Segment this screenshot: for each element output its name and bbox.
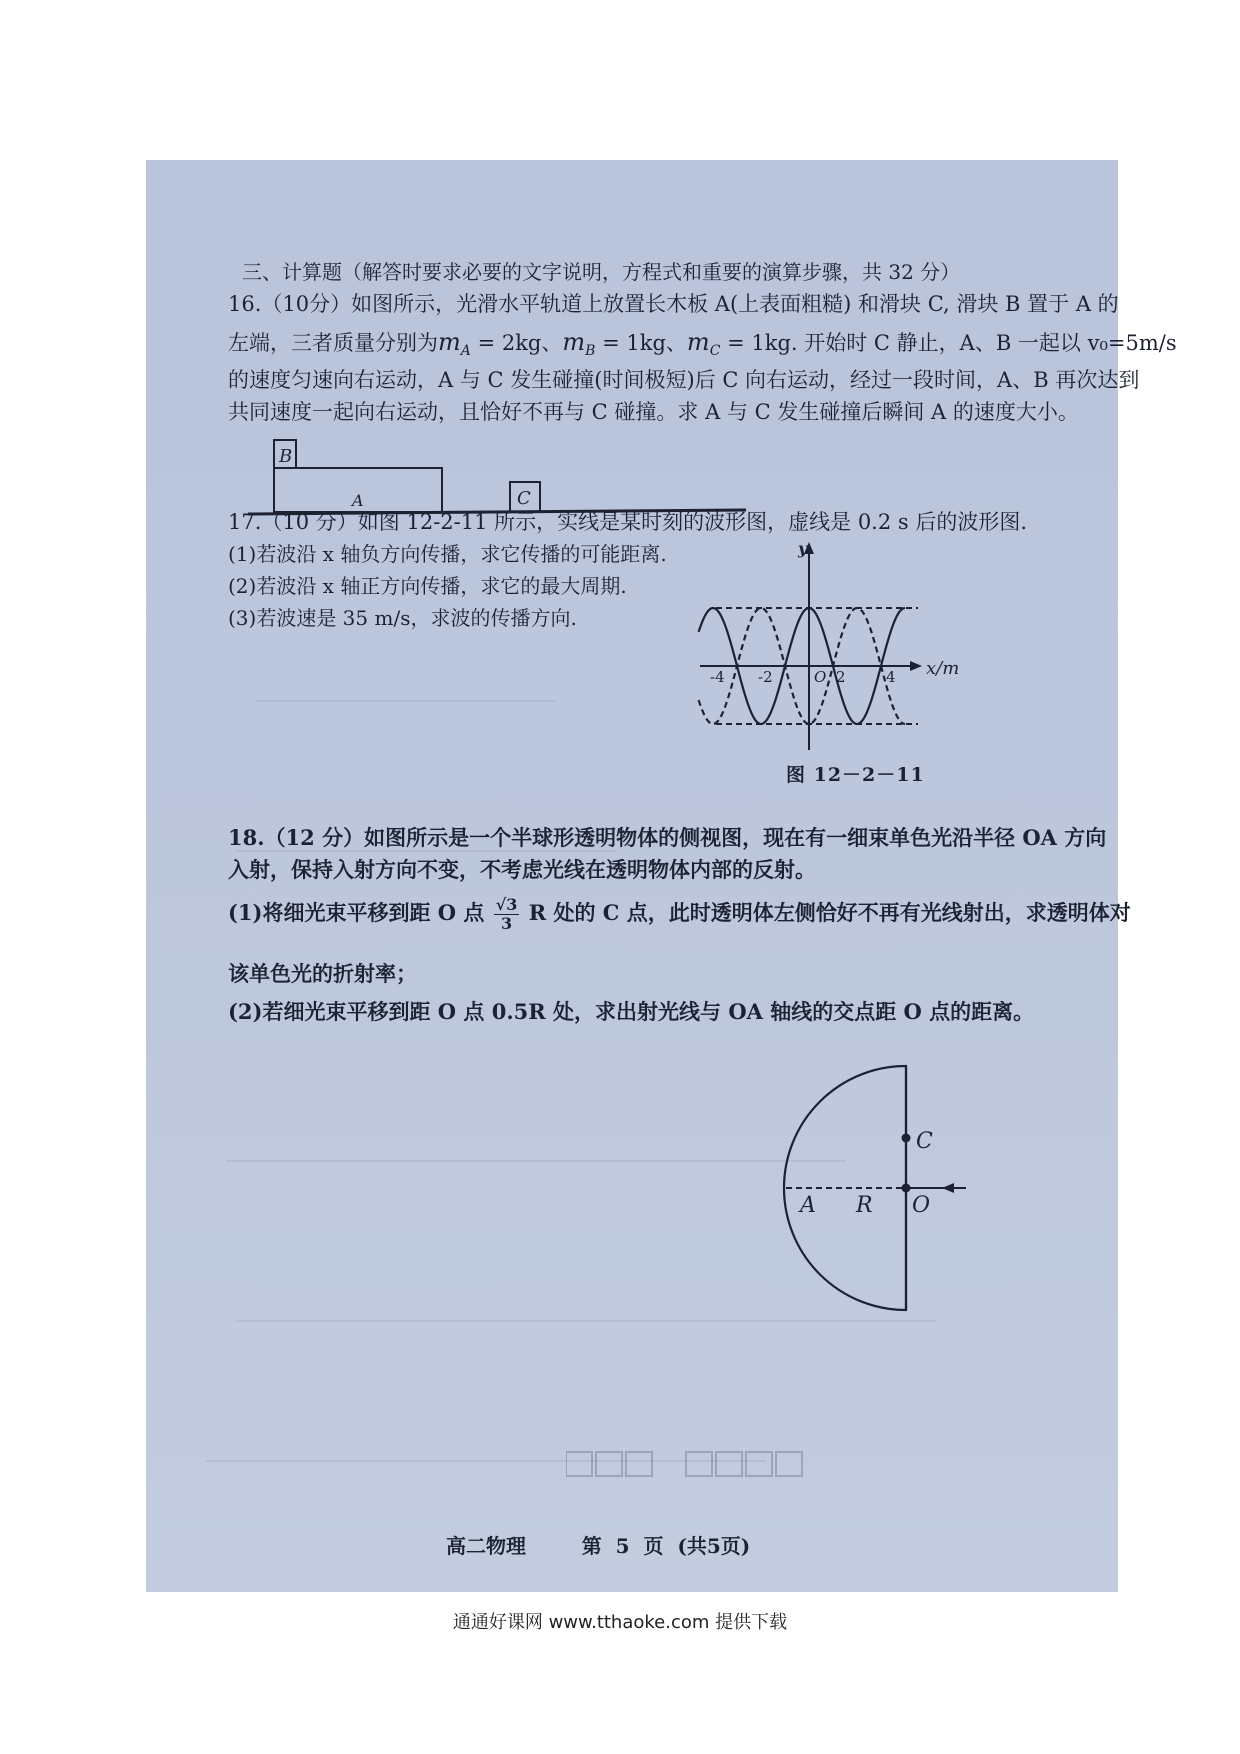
- q16-line2-text-b: . 开始时 C 静止，A、B 一起以 v₀=5m/s: [790, 331, 1177, 355]
- mass-b-symbol: m: [562, 328, 586, 356]
- bleed-through-mark: [256, 700, 556, 702]
- mass-b-value: = 1kg、: [595, 331, 687, 355]
- x-axis-label: x/m: [926, 658, 960, 679]
- q16-line4: 共同速度一起向右运动，且恰好不再与 C 碰撞。求 A 与 C 发生碰撞后瞬间 A 的速度大小。: [228, 400, 1079, 424]
- label-r: R: [856, 1193, 873, 1218]
- tick-4: 4: [886, 668, 896, 686]
- bleed-through-mark: [236, 1320, 936, 1322]
- mass-a-value: = 2kg、: [470, 331, 563, 355]
- q18-sub1: [228, 896, 1131, 933]
- label-c: C: [916, 1129, 933, 1154]
- tick-neg4: -4: [710, 668, 725, 686]
- q17-sub2: (2)若波沿 x 轴正方向传播，求它的最大周期.: [228, 574, 627, 598]
- q16-line2: [228, 328, 1177, 365]
- fraction-numerator: √3: [495, 895, 518, 914]
- bleed-through-boxes: [566, 1450, 986, 1480]
- q18-sub1-text-b: R 处的 C 点，此时透明体左侧恰好不再有光线射出，求透明体对: [528, 900, 1131, 925]
- tick-2: 2: [836, 668, 846, 686]
- mass-c-symbol: m: [686, 328, 710, 356]
- label-a: A: [800, 1193, 816, 1218]
- q18-line1: 18.（12 分）如图所示是一个半球形透明物体的侧视图，现在有一细束单色光沿半径 OA 方向: [228, 825, 1107, 850]
- hemisphere-figure: [776, 1060, 1056, 1320]
- q18-sub1c: 该单色光的折射率；: [228, 961, 417, 986]
- y-axis-label: y: [798, 540, 808, 558]
- q18-sub2: (2)若细光束平移到距 O 点 0.5R 处，求出射光线与 OA 轴线的交点距 O 点的距离。: [228, 999, 1035, 1024]
- exam-page-photo: [146, 160, 1177, 1592]
- page-footer: 高二物理 第 5 页 (共5页): [446, 1534, 751, 1558]
- q16-line3: 的速度匀速向右运动，A 与 C 发生碰撞(时间极短)后 C 向右运动，经过一段时间，A、B 再次达到: [228, 368, 1140, 392]
- q17-sub1: (1)若波沿 x 轴负方向传播，求它传播的可能距离.: [228, 542, 667, 566]
- mass-c-sub: C: [709, 343, 721, 360]
- mass-c-value: = 1kg: [720, 331, 791, 355]
- bleed-through-mark: [226, 1160, 846, 1162]
- fraction-denominator: 3: [500, 914, 513, 933]
- q16-line2-text: 左端，三者质量分别为: [228, 331, 438, 355]
- label-o: O: [912, 1193, 931, 1218]
- q18-line2: 入射，保持入射方向不变，不考虑光线在透明物体内部的反射。: [228, 857, 816, 882]
- sqrt3-over-3-fraction: [494, 896, 520, 933]
- point-c: [902, 1134, 911, 1143]
- q17-line1: 17.（10 分）如图 12-2-11 所示，实线是某时刻的波形图，虚线是 0.2 s 后的波形图.: [228, 510, 1028, 534]
- tick-neg2: -2: [758, 668, 773, 686]
- figure-caption: 图 12－2－11: [786, 764, 925, 786]
- mass-b-sub: B: [585, 343, 596, 360]
- label-b: B: [279, 446, 293, 467]
- mass-a-sub: A: [460, 343, 471, 360]
- section-header: 三、计算题（解答时要求必要的文字说明，方程式和重要的演算步骤，共 32 分）: [242, 260, 961, 284]
- wave-figure: [696, 540, 1026, 780]
- tick-origin: O: [814, 668, 827, 686]
- site-footer: 通通好课网 www.tthaoke.com 提供下载: [452, 1612, 788, 1633]
- point-o: [902, 1184, 911, 1193]
- label-c: C: [517, 488, 531, 509]
- label-a: A: [352, 491, 364, 510]
- mass-a-symbol: m: [438, 328, 461, 356]
- q16-line1: 16.（10分）如图所示，光滑水平轨道上放置长木板 A(上表面粗糙) 和滑块 C, 滑块 B 置于 A 的: [228, 292, 1119, 316]
- q18-sub1-text: (1)将细光束平移到距 O 点: [228, 900, 485, 925]
- q17-sub3: (3)若波速是 35 m/s，求波的传播方向.: [228, 606, 577, 630]
